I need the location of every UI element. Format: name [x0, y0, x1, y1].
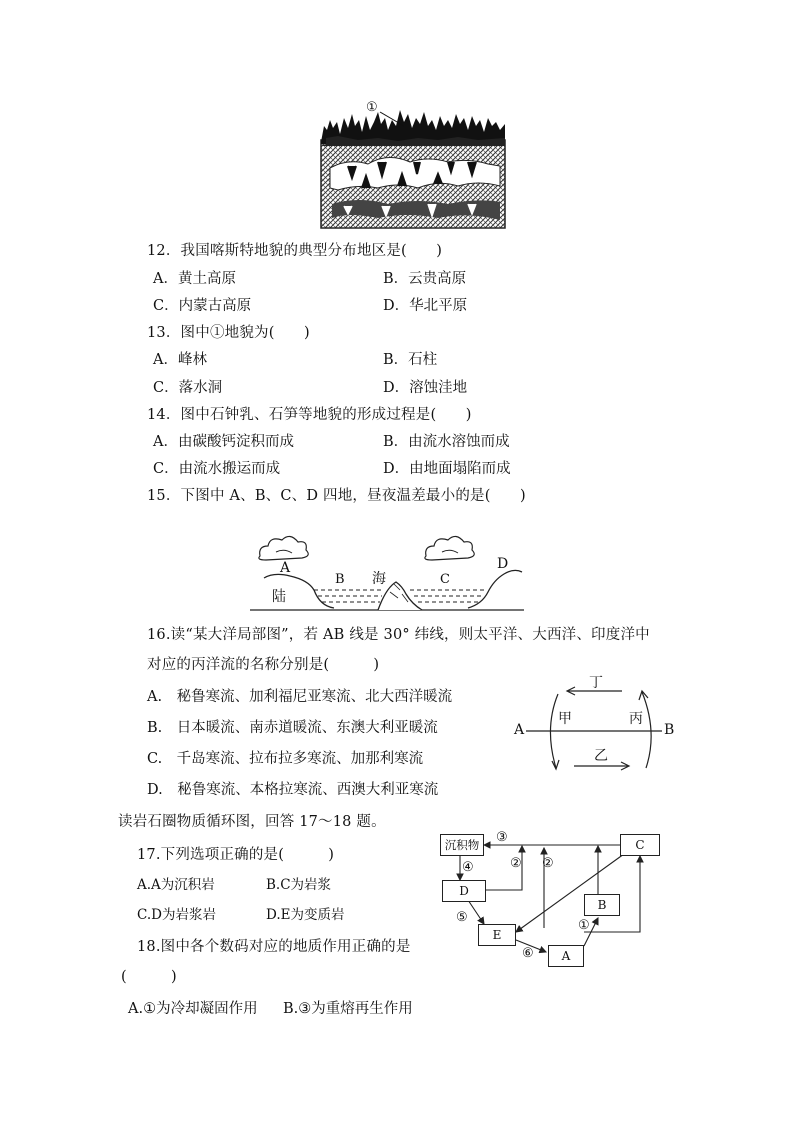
sea-land-figure: [250, 526, 530, 616]
q14-option-d[interactable]: D．由地面塌陷而成: [383, 461, 511, 477]
point-a-label: A: [280, 560, 291, 576]
rock-c-box: C: [620, 834, 660, 856]
q18-option-a[interactable]: A.①为冷却凝固作用: [128, 1001, 258, 1017]
question-17-stem: 17.下列选项正确的是( ): [137, 847, 335, 863]
cloud-left-icon: [259, 536, 308, 560]
rock-cycle-figure: [434, 828, 674, 970]
q13-option-a[interactable]: A．峰林: [153, 352, 207, 368]
point-b-label: B: [335, 572, 345, 587]
question-12-stem: 12．我国喀斯特地貌的典型分布地区是( ): [147, 243, 443, 259]
karst-landscape-illustration: [318, 100, 508, 230]
q17-option-c[interactable]: C.D为岩浆岩: [137, 907, 216, 923]
point-c-label: C: [440, 572, 450, 587]
current-yi-label: 乙: [594, 748, 608, 764]
process-6-label: ⑥: [522, 946, 534, 961]
q16-option-c[interactable]: C. 千岛寒流、拉布拉多寒流、加那利寒流: [147, 751, 424, 767]
q17-option-b[interactable]: B.C为岩浆: [266, 877, 332, 893]
ocean-point-a-label: A: [514, 722, 525, 738]
current-bing-label: 丙: [629, 711, 643, 727]
q13-option-d[interactable]: D．溶蚀洼地: [383, 380, 468, 396]
q17-option-a[interactable]: A.A为沉积岩: [137, 877, 215, 893]
q12-option-b[interactable]: B．云贵高原: [383, 271, 467, 287]
karst-marker-label: ①: [366, 100, 378, 115]
process-5-label: ⑤: [456, 910, 468, 925]
question-15-stem: 15．下图中 A、B、C、D 四地，昼夜温差最小的是( ): [147, 488, 526, 504]
question-18-stem: 18.图中各个数码对应的地质作用正确的是: [137, 939, 411, 955]
land-label: 陆: [272, 589, 286, 605]
q17-option-d[interactable]: D.E为变质岩: [266, 907, 345, 923]
q13-option-b[interactable]: B．石柱: [383, 352, 438, 368]
rock-b-box: B: [584, 894, 620, 916]
sediment-box: 沉积物: [440, 834, 484, 856]
q16-option-a[interactable]: A. 秘鲁寒流、加利福尼亚寒流、北大西洋暖流: [147, 689, 453, 705]
cloud-right-icon: [425, 536, 474, 560]
q14-option-c[interactable]: C．由流水搬运而成: [153, 461, 281, 477]
question-16-stem-line2: 对应的丙洋流的名称分别是( ): [147, 657, 380, 673]
ocean-current-figure: [512, 668, 682, 780]
question-16-stem-line1: 16.读“某大洋局部图”，若 AB 线是 30° 纬线，则太平洋、大西洋、印度洋中: [147, 627, 650, 643]
process-1-label: ①: [578, 918, 590, 933]
rock-d-box: D: [442, 880, 486, 902]
q18-option-b[interactable]: B.③为重熔再生作用: [283, 1001, 413, 1017]
process-4-label: ④: [462, 860, 474, 875]
rock-a-box: A: [548, 945, 584, 967]
sea-label: 海: [372, 571, 386, 587]
process-2b-label: ②: [542, 856, 554, 871]
process-3-label: ③: [496, 830, 508, 845]
q12-option-c[interactable]: C．内蒙古高原: [153, 298, 252, 314]
intro-17-18: 读岩石圈物质循环图，回答 17～18 题。: [118, 814, 386, 830]
q12-option-d[interactable]: D．华北平原: [383, 298, 468, 314]
process-2a-label: ②: [510, 856, 522, 871]
q14-option-a[interactable]: A．由碳酸钙淀积而成: [153, 434, 294, 450]
question-14-stem: 14．图中石钟乳、石笋等地貌的形成过程是( ): [147, 407, 472, 423]
sea-land-diagram: [250, 526, 530, 616]
q12-option-a[interactable]: A．黄土高原: [153, 271, 236, 287]
question-13-stem: 13．图中①地貌为( ): [147, 325, 310, 341]
current-ding-label: 丁: [589, 675, 603, 691]
point-d-label: D: [497, 556, 509, 572]
karst-figure: [318, 100, 508, 230]
ocean-point-b-label: B: [664, 722, 675, 738]
current-jia-label: 甲: [558, 711, 572, 727]
q14-option-b[interactable]: B．由流水溶蚀而成: [383, 434, 510, 450]
q16-option-d[interactable]: D. 秘鲁寒流、本格拉寒流、西澳大利亚寒流: [147, 782, 439, 798]
q13-option-c[interactable]: C．落水洞: [153, 380, 223, 396]
rock-e-box: E: [478, 924, 516, 946]
q16-option-b[interactable]: B. 日本暖流、南赤道暖流、东澳大利亚暖流: [147, 720, 438, 736]
question-18-paren: ( ): [121, 969, 177, 985]
